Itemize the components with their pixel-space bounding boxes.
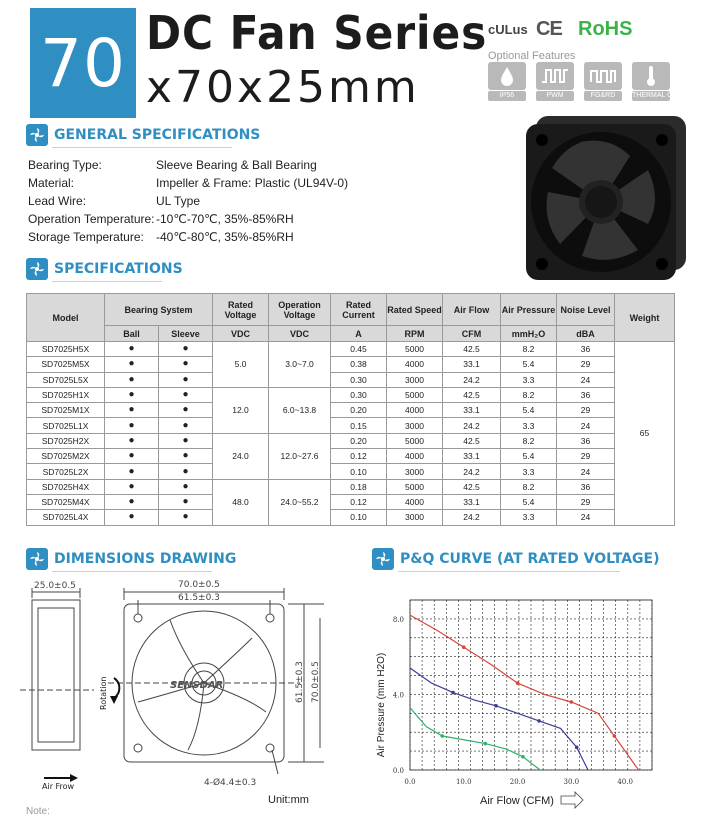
- holes-dimension: 4-Ø4.4±0.3: [204, 778, 257, 788]
- ball-bearing-dot: ●: [105, 449, 159, 464]
- table-row: [27, 510, 675, 525]
- ball-bearing-dot: ●: [105, 433, 159, 448]
- series-line-l: [410, 708, 540, 770]
- x-tick-label: 10.0: [455, 778, 472, 786]
- size-badge: 70: [30, 8, 136, 118]
- current-cell: 0.18: [331, 479, 387, 494]
- voltage-cell: 12.0: [213, 387, 269, 433]
- sleeve-bearing-dot: ●: [159, 387, 213, 402]
- spec-key: Material:: [28, 176, 75, 190]
- model-cell: SD7025L2X: [27, 464, 105, 479]
- x-tick-label: 30.0: [563, 778, 580, 786]
- current-cell: 0.12: [331, 494, 387, 509]
- data-point: [537, 719, 541, 723]
- current-cell: 0.30: [331, 387, 387, 402]
- ul-cert: cULus: [488, 22, 528, 37]
- table-row: [27, 342, 675, 357]
- optional-features-title: Optional Features: [488, 50, 576, 62]
- op-voltage-cell: 6.0~13.8: [269, 387, 331, 433]
- speed-cell: 3000: [387, 372, 443, 387]
- op-voltage-cell: 3.0~7.0: [269, 342, 331, 388]
- table-row: [27, 433, 675, 448]
- model-cell: SD7025H2X: [27, 433, 105, 448]
- series-line-m: [410, 668, 588, 770]
- rohs-cert: RoHS: [578, 18, 633, 40]
- current-cell: 0.20: [331, 403, 387, 418]
- data-point: [440, 734, 444, 738]
- airflow-cell: 24.2: [443, 372, 501, 387]
- airflow-cell: 33.1: [443, 449, 501, 464]
- table-row: [27, 418, 675, 433]
- noise-cell: 29: [557, 403, 615, 418]
- data-point: [494, 704, 498, 708]
- pressure-cell: 8.2: [501, 433, 557, 448]
- op-voltage-cell: 12.0~27.6: [269, 433, 331, 479]
- divider: [52, 571, 212, 572]
- unit-ball: Ball: [105, 326, 159, 342]
- fan-icon: [372, 548, 394, 570]
- col-bearing: Bearing System: [105, 294, 213, 326]
- feature-pwm: [536, 62, 574, 101]
- spec-value: Impeller & Frame: Plastic (UL94V-0): [156, 176, 349, 190]
- feature-label: FG&RD: [584, 91, 622, 101]
- dimensions-title: x70x25mm: [146, 62, 420, 113]
- section-title: SPECIFICATIONS: [54, 261, 183, 277]
- ball-bearing-dot: ●: [105, 494, 159, 509]
- data-point: [516, 681, 520, 685]
- weight-cell: 65: [615, 342, 675, 526]
- airflow-cell: 33.1: [443, 403, 501, 418]
- model-cell: SD7025L4X: [27, 510, 105, 525]
- spec-key: Bearing Type:: [28, 158, 102, 172]
- sleeve-bearing-dot: ●: [159, 372, 213, 387]
- data-point: [462, 645, 466, 649]
- fan-icon: [26, 548, 48, 570]
- sleeve-bearing-dot: ●: [159, 464, 213, 479]
- unit-sleeve: Sleeve: [159, 326, 213, 342]
- pressure-cell: 3.3: [501, 418, 557, 433]
- series-title: DC Fan Series: [146, 6, 488, 60]
- signal-icon: [584, 62, 622, 90]
- ball-bearing-dot: ●: [105, 403, 159, 418]
- data-point: [613, 734, 617, 738]
- speed-cell: 5000: [387, 342, 443, 357]
- airflow-cell: 42.5: [443, 342, 501, 357]
- pressure-cell: 5.4: [501, 357, 557, 372]
- divider: [52, 281, 162, 282]
- noise-cell: 29: [557, 357, 615, 372]
- model-cell: SD7025H4X: [27, 479, 105, 494]
- x-axis-arrow-icon: [561, 792, 583, 808]
- speed-cell: 3000: [387, 418, 443, 433]
- airflow-cell: 33.1: [443, 357, 501, 372]
- ball-bearing-dot: ●: [105, 357, 159, 372]
- sleeve-bearing-dot: ●: [159, 449, 213, 464]
- speed-cell: 5000: [387, 433, 443, 448]
- specifications-header: [26, 258, 183, 280]
- spec-value: Sleeve Bearing & Ball Bearing: [156, 158, 317, 172]
- y-tick-label: 4.0: [392, 691, 404, 700]
- spec-row: [28, 210, 348, 228]
- hole-spacing-dimension: 61.5±0.3: [178, 593, 220, 603]
- y-tick-label: 0.0: [392, 767, 404, 775]
- unit-label: Unit:mm: [268, 794, 309, 806]
- brand-logo: SENSDAR: [170, 680, 224, 691]
- airflow-cell: 24.2: [443, 418, 501, 433]
- table-row: [27, 357, 675, 372]
- feature-ip56: [488, 62, 526, 101]
- pressure-cell: 5.4: [501, 403, 557, 418]
- table-row: [27, 449, 675, 464]
- pressure-cell: 3.3: [501, 372, 557, 387]
- specifications-table-body: [27, 342, 675, 526]
- col-speed: Rated Speed: [387, 294, 443, 326]
- ball-bearing-dot: ●: [105, 387, 159, 402]
- noise-cell: 29: [557, 494, 615, 509]
- ball-bearing-dot: ●: [105, 342, 159, 357]
- data-point: [451, 691, 455, 695]
- section-title: P&Q CURVE (AT RATED VOLTAGE): [400, 551, 660, 567]
- voltage-cell: 24.0: [213, 433, 269, 479]
- ball-bearing-dot: ●: [105, 510, 159, 525]
- general-specs-list: [28, 156, 348, 246]
- dimensions-drawing: [20, 578, 350, 790]
- sleeve-bearing-dot: ●: [159, 418, 213, 433]
- current-cell: 0.38: [331, 357, 387, 372]
- water-drop-icon: [488, 62, 526, 90]
- col-airflow: Air Flow: [443, 294, 501, 326]
- outer-dimension: 70.0±0.5: [178, 580, 220, 590]
- pressure-cell: 3.3: [501, 510, 557, 525]
- ball-bearing-dot: ●: [105, 479, 159, 494]
- unit-dba: dBA: [557, 326, 615, 342]
- col-model: Model: [27, 294, 105, 342]
- table-row: [27, 403, 675, 418]
- unit-rpm: RPM: [387, 326, 443, 342]
- fan-product-photo: [520, 112, 690, 284]
- spec-value: -40℃-80℃, 35%-85%RH: [156, 230, 294, 244]
- speed-cell: 4000: [387, 357, 443, 372]
- col-noise: Noise Level: [557, 294, 615, 326]
- ce-cert: CE: [536, 18, 562, 40]
- noise-cell: 29: [557, 449, 615, 464]
- pressure-cell: 5.4: [501, 494, 557, 509]
- unit-cfm: CFM: [443, 326, 501, 342]
- feature-label: THERMAL CONTROL: [632, 92, 701, 99]
- table-row: [27, 387, 675, 402]
- certifications: [486, 20, 686, 46]
- series-line-h: [410, 615, 639, 770]
- current-cell: 0.10: [331, 510, 387, 525]
- section-title: GENERAL SPECIFICATIONS: [54, 127, 261, 143]
- divider: [52, 147, 232, 148]
- noise-cell: 24: [557, 418, 615, 433]
- spec-key: Storage Temperature:: [28, 230, 144, 244]
- spec-row: [28, 228, 348, 246]
- unit-vdc: VDC: [269, 326, 331, 342]
- ball-bearing-dot: ●: [105, 464, 159, 479]
- model-cell: SD7025H1X: [27, 387, 105, 402]
- table-row: [27, 464, 675, 479]
- data-point: [483, 742, 487, 746]
- ball-bearing-dot: ●: [105, 418, 159, 433]
- model-cell: SD7025M2X: [27, 449, 105, 464]
- current-cell: 0.10: [331, 464, 387, 479]
- pressure-cell: 3.3: [501, 464, 557, 479]
- sleeve-bearing-dot: ●: [159, 342, 213, 357]
- feature-fgrd: [584, 62, 622, 101]
- noise-cell: 24: [557, 464, 615, 479]
- sleeve-bearing-dot: ●: [159, 403, 213, 418]
- x-axis-label: Air Flow (CFM): [480, 795, 554, 807]
- feature-label: IP56: [488, 91, 526, 101]
- current-cell: 0.15: [331, 418, 387, 433]
- speed-cell: 4000: [387, 403, 443, 418]
- airflow-cell: 33.1: [443, 494, 501, 509]
- pressure-cell: 8.2: [501, 479, 557, 494]
- airflow-cell: 24.2: [443, 464, 501, 479]
- unit-vdc: VDC: [213, 326, 269, 342]
- dimensions-drawing-header: [26, 548, 236, 570]
- airflow-cell: 42.5: [443, 479, 501, 494]
- model-cell: SD7025H5X: [27, 342, 105, 357]
- divider: [398, 571, 620, 572]
- feature-thermal: [632, 62, 701, 101]
- specifications-table: [26, 293, 675, 526]
- outer-vertical: 70.0±0.5: [311, 661, 321, 703]
- sleeve-bearing-dot: ●: [159, 494, 213, 509]
- note-label: Note:: [26, 806, 50, 817]
- noise-cell: 24: [557, 510, 615, 525]
- speed-cell: 5000: [387, 479, 443, 494]
- speed-cell: 4000: [387, 494, 443, 509]
- pq-curve-header: [372, 548, 660, 570]
- pressure-cell: 8.2: [501, 342, 557, 357]
- spec-key: Lead Wire:: [28, 194, 87, 208]
- spec-row: [28, 192, 348, 210]
- sleeve-bearing-dot: ●: [159, 479, 213, 494]
- current-cell: 0.12: [331, 449, 387, 464]
- unit-mmh2o: mmH₂O: [501, 326, 557, 342]
- model-cell: SD7025M1X: [27, 403, 105, 418]
- col-weight: Weight: [615, 294, 675, 342]
- airflow-cell: 24.2: [443, 510, 501, 525]
- noise-cell: 24: [557, 372, 615, 387]
- ball-bearing-dot: ●: [105, 372, 159, 387]
- sleeve-bearing-dot: ●: [159, 433, 213, 448]
- x-tick-label: 40.0: [617, 778, 633, 786]
- airflow-cell: 42.5: [443, 433, 501, 448]
- y-axis-label: Air Pressure (mm H2O): [376, 652, 387, 758]
- noise-cell: 36: [557, 433, 615, 448]
- noise-cell: 36: [557, 342, 615, 357]
- x-tick-label: 20.0: [509, 778, 526, 786]
- table-row: [27, 479, 675, 494]
- current-cell: 0.30: [331, 372, 387, 387]
- depth-dimension: 25.0±0.5: [34, 581, 76, 591]
- col-current: Rated Current: [331, 294, 387, 326]
- col-pressure: Air Pressure: [501, 294, 557, 326]
- speed-cell: 4000: [387, 449, 443, 464]
- current-cell: 0.20: [331, 433, 387, 448]
- speed-cell: 3000: [387, 464, 443, 479]
- sleeve-bearing-dot: ●: [159, 510, 213, 525]
- fan-icon: [26, 258, 48, 280]
- speed-cell: 5000: [387, 387, 443, 402]
- col-voltage: Rated Voltage: [213, 294, 269, 326]
- current-cell: 0.45: [331, 342, 387, 357]
- spec-value: -10℃-70℃, 35%-85%RH: [156, 212, 294, 226]
- noise-cell: 36: [557, 479, 615, 494]
- y-tick-label: 8.0: [392, 615, 404, 624]
- general-specs-header: [26, 124, 260, 146]
- voltage-cell: 5.0: [213, 342, 269, 388]
- model-cell: SD7025L5X: [27, 372, 105, 387]
- data-point: [570, 700, 574, 704]
- pressure-cell: 5.4: [501, 449, 557, 464]
- spec-value: UL Type: [156, 194, 201, 208]
- rotation-label: Rotation: [99, 676, 108, 710]
- section-title: DIMENSIONS DRAWING: [54, 551, 237, 567]
- airflow-cell: 42.5: [443, 387, 501, 402]
- model-cell: SD7025M4X: [27, 494, 105, 509]
- pressure-cell: 8.2: [501, 387, 557, 402]
- thermometer-icon: [632, 62, 670, 90]
- spec-key: Operation Temperature:: [28, 212, 155, 226]
- sleeve-bearing-dot: ●: [159, 357, 213, 372]
- table-row: [27, 494, 675, 509]
- feature-label: PWM: [536, 91, 574, 101]
- data-point: [521, 755, 525, 759]
- hole-spacing-vertical: 61.5±0.3: [295, 661, 305, 703]
- pq-curve-chart: [364, 576, 664, 808]
- data-point: [575, 746, 579, 750]
- unit-amp: A: [331, 326, 387, 342]
- fan-icon: [26, 124, 48, 146]
- model-cell: SD7025L1X: [27, 418, 105, 433]
- pwm-icon: [536, 62, 574, 90]
- spec-row: [28, 156, 348, 174]
- spec-row: [28, 174, 348, 192]
- col-op-voltage: Operation Voltage: [269, 294, 331, 326]
- voltage-cell: 48.0: [213, 479, 269, 525]
- op-voltage-cell: 24.0~55.2: [269, 479, 331, 525]
- speed-cell: 3000: [387, 510, 443, 525]
- noise-cell: 36: [557, 387, 615, 402]
- table-row: [27, 372, 675, 387]
- model-cell: SD7025M5X: [27, 357, 105, 372]
- air-flow-label: Air Frow: [42, 782, 75, 791]
- x-tick-label: 0.0: [404, 778, 416, 786]
